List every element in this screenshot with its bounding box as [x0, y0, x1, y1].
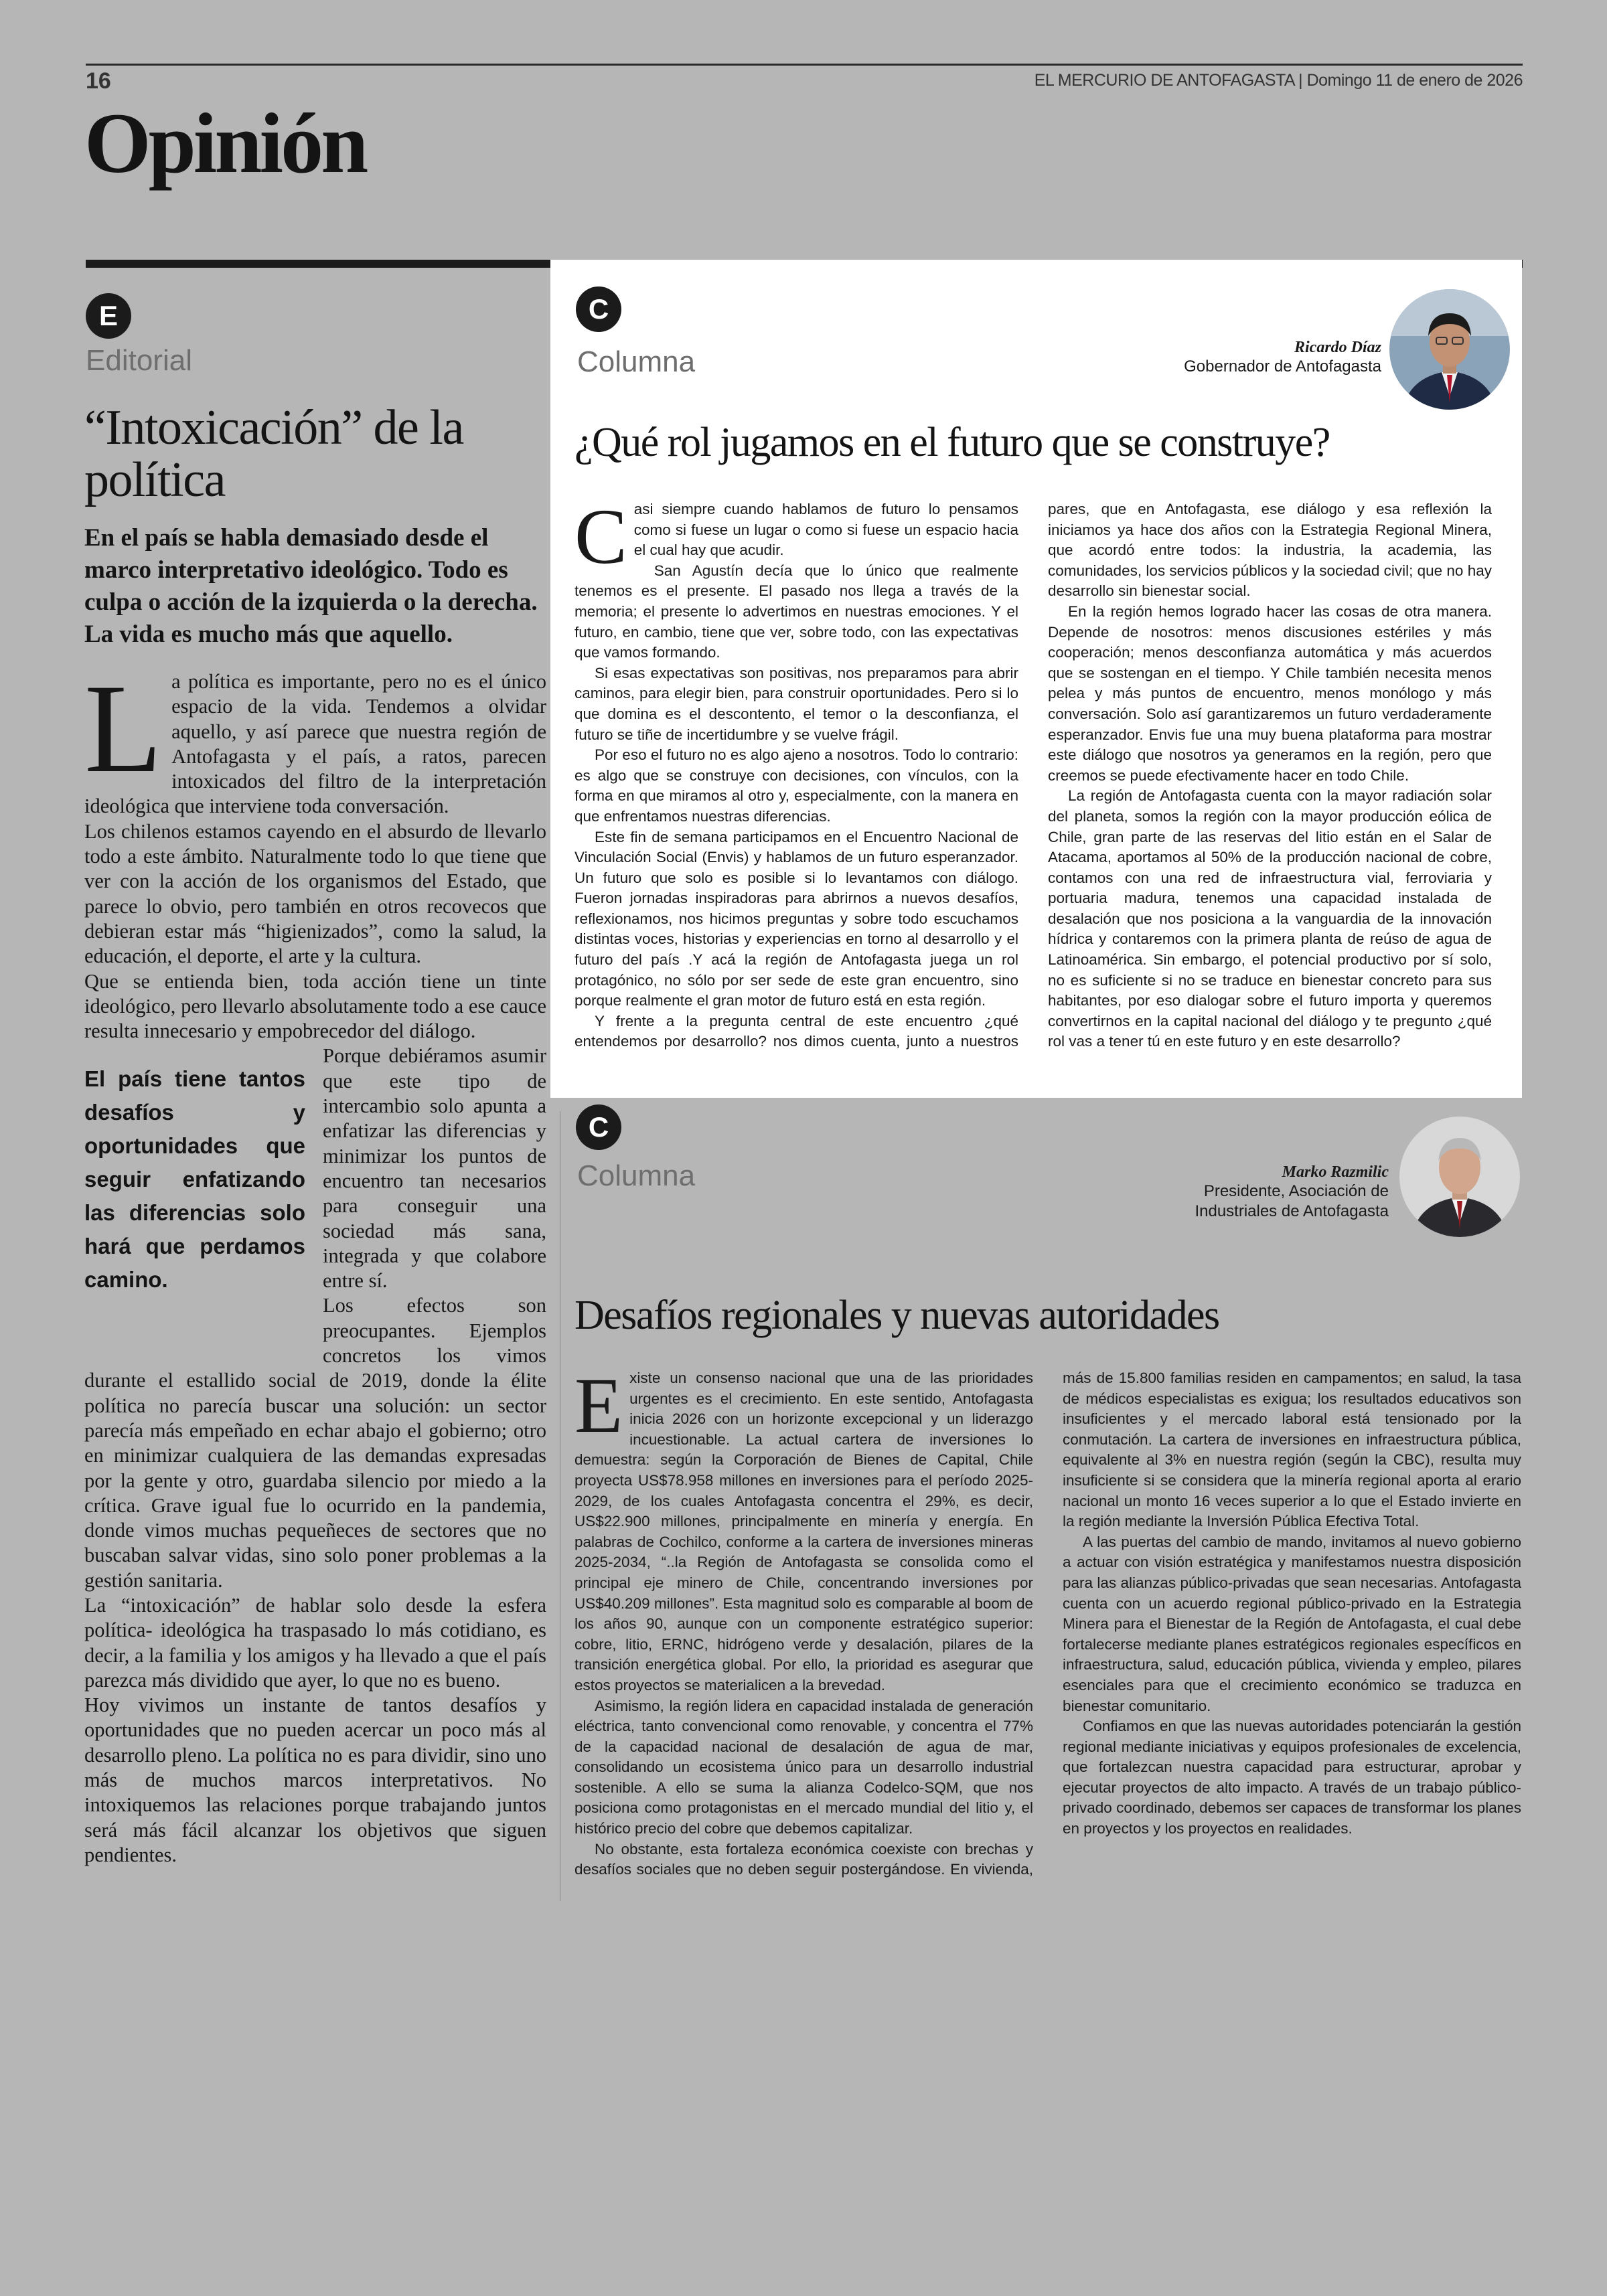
column-1-paragraph: Si esas expectativas son positivas, nos preparamos para abrir caminos, para elegir bien, para construir oportunidades. Pero si lo que domina es el descontento, el temor o la desconfianza, el futuro se tiñe de incertidumbre y se vuelve frágil. — [575, 664, 1018, 743]
editorial-lead: En el país se habla demasiado desde el marco interpretativo ideológico. Todo es culpa o acción de la izquierda o la derecha. La vida es mucho más que aquello. — [84, 524, 538, 648]
section-title: Opinión — [84, 96, 366, 191]
column-2-author-avatar — [1399, 1117, 1520, 1237]
editorial-paragraph: La “intoxicación” de hablar solo desde la esfera política- ideológica ha traspasado lo más cotidiano, es decir, a la familia y los amigos y ha llevado a que el país parezca más dividido que ayer, lo que no es bueno. — [84, 1593, 546, 1692]
column-2-author — [1054, 1163, 1389, 1222]
column-1-paragraph: Casi siempre cuando hablamos de futuro lo pensamos como si fuese un lugar o como si fuese un espacio hacia el cual hay que acudir. — [575, 499, 1018, 580]
editorial-drop-cap: L — [84, 669, 163, 799]
column-1-kind-label: Columna — [577, 345, 696, 378]
column-1-paragraph: Por eso el futuro no es algo ajeno a nosotros. Todo lo contrario: es algo que se construye con decisiones, con vínculos, con la forma en que miramos al otro y, especialmente, con la manera en que enfrentamos nuestras diferencias. — [575, 746, 1018, 825]
editorial-paragraph: El país tiene tantos desafíos y oportunidades que seguir enfatizando las diferencias solo hará que perdamos camino. Porque debiéramos asumir que este tipo de intercambio solo apunta a enfatizar las diferencias y minimizar los puntos de encuentro tan necesarios para conseguir una sociedad más sana, integrada y que colabore entre sí. — [84, 1044, 546, 1293]
column-2-author-role-line-1: Presidente, Asociación de — [1203, 1182, 1389, 1200]
column-1-body — [575, 499, 1492, 1082]
portrait-icon — [1389, 289, 1510, 410]
editorial-paragraph: Hoy vivimos un instante de tantos desafíos y oportunidades que no pueden acercar un poco más al desarrollo pleno. La política no es para dividir, sino uno más de muchos marcos interpretativos. No intoxiquemos las relaciones porque trabajando juntos será más fácil alcanzar los objetivos que siguen pendientes. — [84, 1694, 546, 1866]
column-1-paragraph: Y frente a la pregunta central de este encuentro ¿qué entendemos por desarrollo? nos dimos cuenta, junto a nuestros pares, que en Antofagasta, ese diálogo y esa reflexión la iniciamos ya hace dos años con la Estrategia Regional Minera, que acordó entre todos: la industria, la academia, las comunidades, los servicios públicos y la sociedad civil; que no hay desarrollo sin bienestar social. — [575, 501, 1492, 1050]
editorial-badge: E — [86, 293, 131, 339]
column-2-drop-cap: E — [575, 1368, 623, 1449]
editorial-paragraph: Que se entienda bien, toda acción tiene un tinte ideológico, pero llevarlo absolutamente todo a ese cauce resulta innecesario y empobrecedor del diálogo. — [84, 969, 546, 1043]
page-number: 16 — [86, 68, 111, 94]
editorial-kind-label: Editorial — [86, 344, 192, 377]
editorial-headline: “Intoxicación” de la política — [84, 400, 463, 507]
column-1-paragraph: En la región hemos logrado hacer las cosas de otra manera. Depende de nosotros: menos discusiones estériles y más cooperación; menos desconfianza automática y más acuerdos que se sostengan en el tiempo. Y Chile también necesita menos pelea y más puntos de encuentro, menos monólogo y más conversación. Solo así garantizaremos un futuro verdaderamente esperanzador. Envis fue una muy buena plataforma para mostrar este diálogo que nosotros ya generamos en la región, pero que creemos se puede efectivamente hacer en todo Chile. — [1048, 602, 1492, 784]
column-2-paragraph: Existe un consenso nacional que una de las prioridades urgentes es el crecimiento. En este sentido, Antofagasta inicia 2026 con un horizonte excepcional y un liderazgo incuestionable. La actual cartera de inversiones lo demuestra: según la Corporación de Bienes de Capital, Chile proyecta US$78.958 millones en inversiones para el período 2025-2029, de los cuales Antofagasta concentra el 29%, es decir, US$22.900 millones, principalmente en minería y energía. En palabras de Cochilco, conforme a la cartera de inversiones mineras 2025-2034, “..la Región de Antofagasta se consolida como el principal eje minero de Chile, concentrando inversiones por US$40.209 millones”. Esta magnitud solo es comparable al boom de los años 90, aunque con un componente estratégico superior: cobre, litio, ERNC, hidrógeno verde y desalación, pilares de la transición energética global. Por ello, la prioridad es asegurar que estos proyectos se materialicen a la brevedad. — [575, 1368, 1033, 1694]
top-rule — [86, 64, 1523, 66]
column-2-kind-label: Columna — [577, 1159, 696, 1192]
editorial-paragraph: Los chilenos estamos cayendo en el absurdo de llevarlo todo a este ámbito. Naturalmente todo lo que tiene que ver con la acción de los organismos del Estado, que parece lo obvio, pero también en otros recovecos que debieran estar más “higienizados”, como la salud, la educación, el deporte, el arte y la cultura. — [84, 819, 546, 968]
column-2-paragraph: A las puertas del cambio de mando, invitamos al nuevo gobierno a actuar con visión estratégica y manifestamos nuestra disposición para las alianzas público-privadas que sean necesarias. Antofagasta cuenta con un acuerdo regional público-privado en la Estrategia Minera para el Bienestar de la Región de Antofagasta, el cual debe fortalecerse mediante planes estratégicos regionales específicos en infraestructura, salud, educación pública, vivienda y empleo, pilares esenciales para que el crecimiento económico se traduzca en bienestar comunitario. — [1063, 1533, 1521, 1714]
column-2-body — [575, 1368, 1521, 1910]
column-2-headline: Desafíos regionales y nuevas autoridades — [575, 1293, 1219, 1338]
portrait-icon — [1399, 1117, 1520, 1237]
column-2-author-name: Marko Razmilic — [1282, 1163, 1389, 1181]
column-1-badge: C — [576, 286, 621, 332]
column-1-paragraph: San Agustín decía que lo único que realmente tenemos es el presente. El pasado nos llega a través de la memoria; el presente lo advertimos en nuestras emociones. Y el futuro, en cambio, tiene que ver, sobre todo, con las expectativas que vamos formando. — [575, 562, 1018, 661]
column-1-author — [1047, 339, 1381, 377]
column-1-paragraph: La región de Antofagasta cuenta con la mayor radiación solar del planeta, somos la región con la mayor producción eólica de Chile, gran parte de las reservas del litio están en el Salar de Atacama, aportamos al 50% de la producción nacional de cobre, contamos con una red de infraestructura vial, ferroviaria y portuaria madura, tenemos una capacidad instalada de desalación que nos posiciona a la vanguardia de la innovación hídrica y contaremos con la primera planta de reúso de agua de Latinoamérica. Sin embargo, el potencial productivo por sí solo, no es suficiente si no se traduce en bienestar concreto para sus habitantes, por eso dialogar sobre el futuro importa y queremos convertirnos en la capital nacional del diálogo y te pregunto ¿qué rol vas a tener tú en este futuro y en este desarrollo? — [1048, 787, 1492, 1050]
column-1-card — [550, 260, 1522, 1098]
column-2-author-role-line-2: Industriales de Antofagasta — [1195, 1202, 1389, 1220]
column-2-paragraph: Confiamos en que las nuevas autoridades potenciarán la gestión regional mediante iniciativas y equipos profesionales de excelencia, que fortalezcan nuestra capacidad para estructurar, aprobar y ejecutar proyectos de alto impacto. A través de un trabajo público-privado coordinado, debemos ser capaces de transformar los planes en proyectos y los proyectos en realidades. — [1063, 1718, 1521, 1837]
editorial-pullquote: El país tiene tantos desafíos y oportunidades que seguir enfatizando las diferencias solo hará que perdamos camino. — [84, 1066, 305, 1293]
column-1-author-name: Ricardo Díaz — [1294, 339, 1381, 356]
column-2-paragraph: No obstante, esta fortaleza económica coexiste con brechas y desafíos sociales que no deben seguir postergándose. En vivienda, más de 15.800 familias residen en campamentos; en salud, la tasa de médicos especialistas es exigua; los resultados educativos son insuficientes y el mercado laboral está tensionado por la conmutación. La cartera de inversiones en infraestructura pública, equivalente al 3% en nuestra región (según la CBC), resulta muy insuficiente si se considera que la minería regional aporta al erario nacional un monto 16 veces superior a lo que el Estado invierte en la región mediante la Inversión Pública Efectiva Total. — [575, 1370, 1521, 1878]
column-1-drop-cap: C — [575, 499, 627, 580]
column-1-author-role: Gobernador de Antofagasta — [1184, 357, 1381, 376]
column-1-paragraph: Este fin de semana participamos en el Encuentro Nacional de Vinculación Social (Envis) y hablamos de un futuro esperanzador. Un futuro que solo es posible si lo levantamos con diálogo. Fueron jornadas inspiradoras para abrirnos a nuevos desafíos, reflexionamos, nos hicimos preguntas y sobre todo escuchamos distintas voces, historias y experiencias en torno al desarrollo y el futuro del país .Y acá la región de Antofagasta juega un rol protagónico, no sólo por ser sede de este gran encuentro, sino porque realmente el gran motor de futuro está en esta región. — [575, 828, 1018, 1009]
editorial-body — [84, 669, 546, 1901]
masthead: EL MERCURIO DE ANTOFAGASTA | Domingo 11 de enero de 2026 — [1034, 71, 1523, 90]
column-2-badge: C — [576, 1104, 621, 1150]
column-1-author-avatar — [1389, 289, 1510, 410]
column-2-paragraph: Asimismo, la región lidera en capacidad instalada de generación eléctrica, tanto convencional como renovable, y concentra el 77% de la capacidad nacional de desalación de agua de mar, consolidando un ecosistema único para un desarrollo industrial sostenible. A ello se suma la alianza Codelco-SQM, que nos posiciona como protagonistas en el mercado mundial del litio y, el histórico precio del cobre que debemos capitalizar. — [575, 1697, 1033, 1837]
editorial-paragraph: Los efectos son preocupantes. Ejemplos concretos los vimos durante el estallido social de 2019, donde la élite política no parecía buscar una solución: un sector parecía más empeñado en echar abajo el gobierno; otro en minimizar cualquiera de las demandas expresadas por la gente y otro, guardaba silencio por miedo a la crítica. Grave igual fue lo ocurrido en la pandemia, donde vimos muchas pequeñeces de sectores que no buscaban salvar vidas, sino solo poner problemas a la gestión sanitaria. — [84, 1294, 546, 1592]
column-1-headline: ¿Qué rol jugamos en el futuro que se construye? — [575, 420, 1330, 465]
editorial-paragraph: La política es importante, pero no es el único espacio de la vida. Tendemos a olvidar aquello, y así parece que nuestra región de Antofagasta y el país, a ratos, parecen intoxicados del filtro de la interpretación ideológica que interviene toda conversación. — [84, 669, 546, 818]
